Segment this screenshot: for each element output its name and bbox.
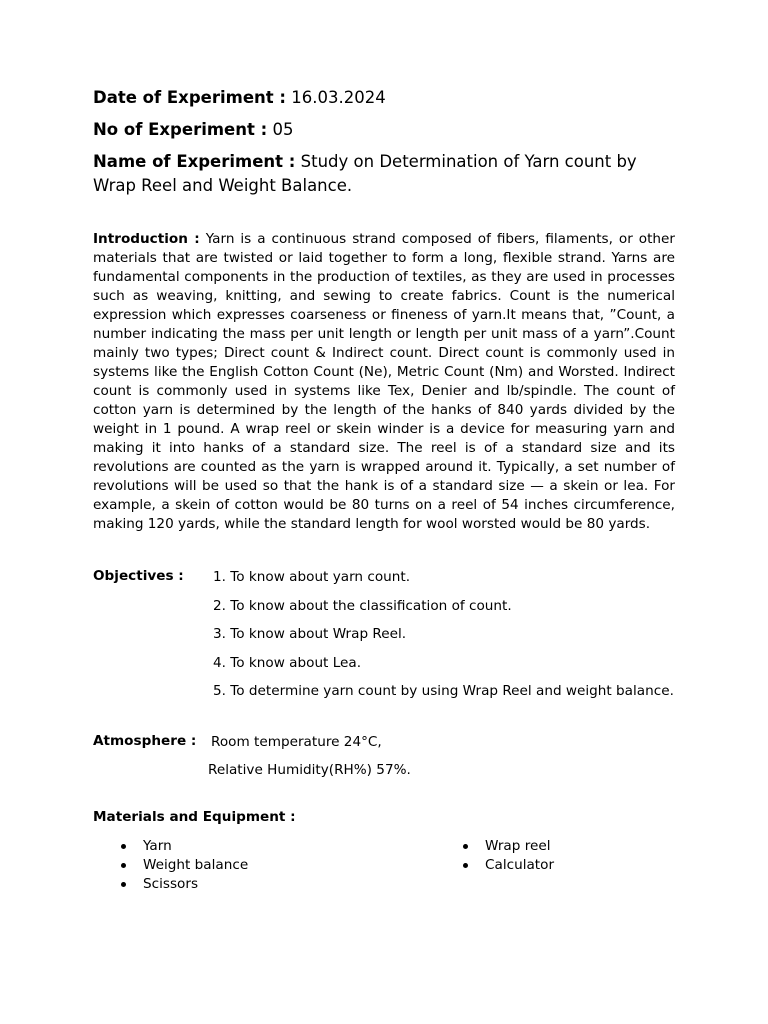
list-item: Wrap reel: [463, 837, 554, 856]
atmosphere-label: Atmosphere :: [93, 732, 197, 749]
list-item: Calculator: [463, 856, 554, 875]
atmosphere-section: [93, 733, 675, 790]
list-item: Scissors: [121, 875, 463, 894]
objective-item: 1. To know about yarn count.: [213, 569, 411, 585]
room-temperature: Room temperature 24°C,: [211, 733, 382, 750]
list-item: Yarn: [121, 837, 463, 856]
date-value: 16.03.2024: [291, 88, 386, 107]
materials-label: Materials and Equipment :: [93, 808, 296, 825]
no-label: No of Experiment :: [93, 120, 268, 139]
document-page: [93, 86, 675, 894]
materials-column-right: [463, 837, 554, 894]
no-value: 05: [272, 120, 294, 139]
materials-list: [93, 837, 675, 894]
introduction-paragraph: [93, 230, 675, 534]
name-value: Study on Determination of Yarn count by Wrap Reel and Weight Balance.: [93, 152, 637, 195]
date-label: Date of Experiment :: [93, 88, 286, 107]
relative-humidity: Relative Humidity(RH%) 57%.: [208, 762, 411, 778]
no-of-experiment: [93, 118, 675, 142]
materials-section: [93, 808, 675, 894]
date-of-experiment: [93, 86, 675, 110]
objective-item: 2. To know about the classification of count.: [213, 597, 512, 614]
objectives-section: [93, 568, 675, 711]
introduction-label: Introduction :: [93, 231, 200, 247]
list-item: Weight balance: [121, 856, 463, 875]
name-label: Name of Experiment :: [93, 152, 296, 171]
materials-column-left: [93, 837, 463, 894]
objective-item: 4. To know about Lea.: [213, 654, 362, 671]
objectives-label: Objectives :: [93, 568, 184, 584]
objective-item: 3. To know about Wrap Reel.: [213, 626, 407, 642]
name-of-experiment: [93, 150, 675, 198]
objective-item: 5. To determine yarn count by using Wrap Reel and weight balance.: [213, 683, 674, 699]
introduction-text: Yarn is a continuous strand composed of fibers, filaments, or other materials that are twisted or laid together to form a long, flexible strand. Yarns are fundamental components in the production of textiles, as they are used in processes such as weaving, knitting, and sewing to create fabrics. Count is the numerical expression which expresses coarseness or fineness of yarn.It means that, ”Count, a number indicating the mass per unit length or length per unit mass of a yarn”.Count mainly two types; Direct count & Indirect count. Direct count is commonly used in systems like the English Cotton Count (Ne), Metric Count (Nm) and Worsted. Indirect count is commonly used in systems like Tex, Denier and lb/spindle. The count of cotton yarn is determined by the length of the hanks of 840 yards divided by the weight in 1 pound. A wrap reel or skein winder is a device for measuring yarn and making it into hanks of a standard size. The reel is of a standard size and its revolutions are counted as the yarn is wrapped around it. Typically, a set number of revolutions will be used so that the hank is of a standard size — a skein or lea. For example, a skein of cotton would be 80 turns on a reel of 54 inches circumference, making 120 yards, while the standard length for wool worsted would be 80 yards.: [93, 231, 675, 532]
